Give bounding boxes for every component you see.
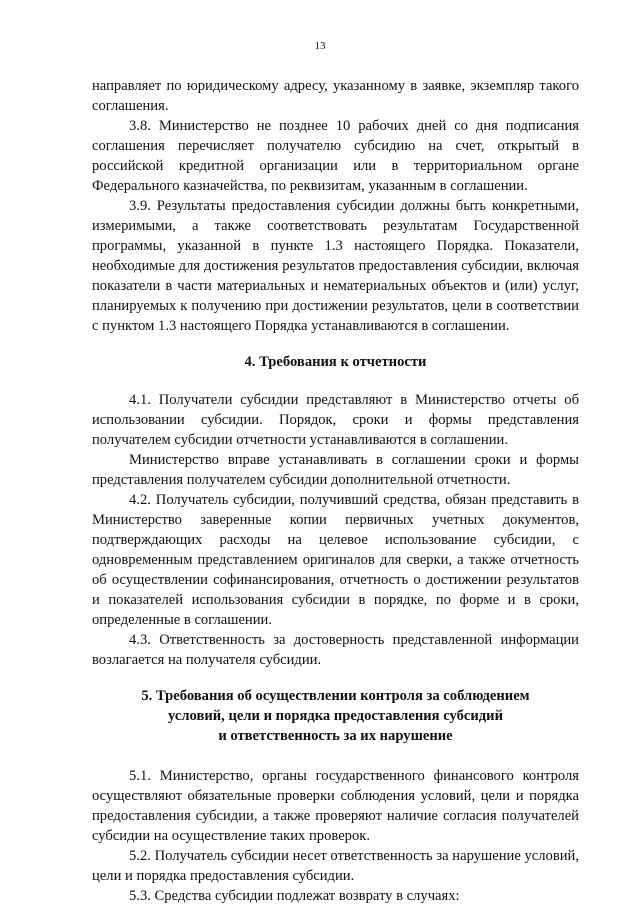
section-5-heading-line: условий, цели и порядка предоставления субсидий bbox=[168, 708, 503, 724]
section-5-heading bbox=[92, 686, 579, 746]
paragraph-4-3: 4.3. Ответственность за достоверность представленной информации возлагается на получателя субсидии. bbox=[92, 632, 579, 668]
section-4-heading: 4. Требования к отчетности bbox=[244, 354, 427, 370]
paragraph-5-1: 5.1. Министерство, органы государственного финансового контроля осуществляют обязательные проверки соблюдения условий, цели и порядка предоставления субсидии, а также проверяют наличие согласия получателей субсидии на осуществление таких проверок. bbox=[92, 768, 579, 844]
paragraph-5-3: 5.3. Средства субсидии подлежат возврату в случаях: bbox=[129, 888, 460, 904]
paragraph-continuation: направляет по юридическому адресу, указанному в заявке, экземпляр такого соглашения. bbox=[92, 78, 579, 114]
page-number: 13 bbox=[314, 40, 326, 52]
paragraph-4-1: 4.1. Получатели субсидии представляют в Министерство отчеты об использовании субсидии. Порядок, сроки и формы представления получателем субсидии отчетности устанавливаются в соглашении. bbox=[92, 392, 579, 448]
paragraph-5-2: 5.2. Получатель субсидии несет ответственность за нарушение условий, цели и порядка предоставления субсидии. bbox=[92, 848, 579, 884]
paragraph-3-9: 3.9. Результаты предоставления субсидии должны быть конкретными, измеримыми, а также соответствовать результатам Государственной программы, указанной в пункте 1.3 настоящего Порядка. Показатели, необходимые для достижения результатов предоставления субсидии, включая показатели в части материальных и нематериальных объектов и (или) услуг, планируемых к получению при достижении результатов, цели в соответствии с пунктом 1.3 настоящего Порядка устанавливаются в соглашении. bbox=[92, 198, 579, 334]
section-5-heading-line: 5. Требования об осуществлении контроля за соблюдением bbox=[141, 688, 530, 704]
section-5-heading-line: и ответственность за их нарушение bbox=[218, 728, 453, 744]
paragraph-3-8: 3.8. Министерство не позднее 10 рабочих дней со дня подписания соглашения перечисляет получателю субсидию на счет, открытый в российской кредитной организации или в территориальном органе Федерального казначейства, по реквизитам, указанным в соглашении. bbox=[92, 118, 579, 194]
document-body bbox=[92, 76, 579, 906]
paragraph-4-2: 4.2. Получатель субсидии, получивший средства, обязан представить в Министерство заверенные копии первичных учетных документов, подтверждающих расходы на целевое использование субсидии, с одновременным представлением оригиналов для сверки, а также отчетность об осуществлении софинансирования, отчетность о достижении результатов и показателей использования субсидии в порядке, по форме и в сроки, определенные в соглашении. bbox=[92, 492, 579, 628]
paragraph-4-1-additional: Министерство вправе устанавливать в соглашении сроки и формы представления получателем субсидии дополнительной отчетности. bbox=[92, 452, 579, 488]
